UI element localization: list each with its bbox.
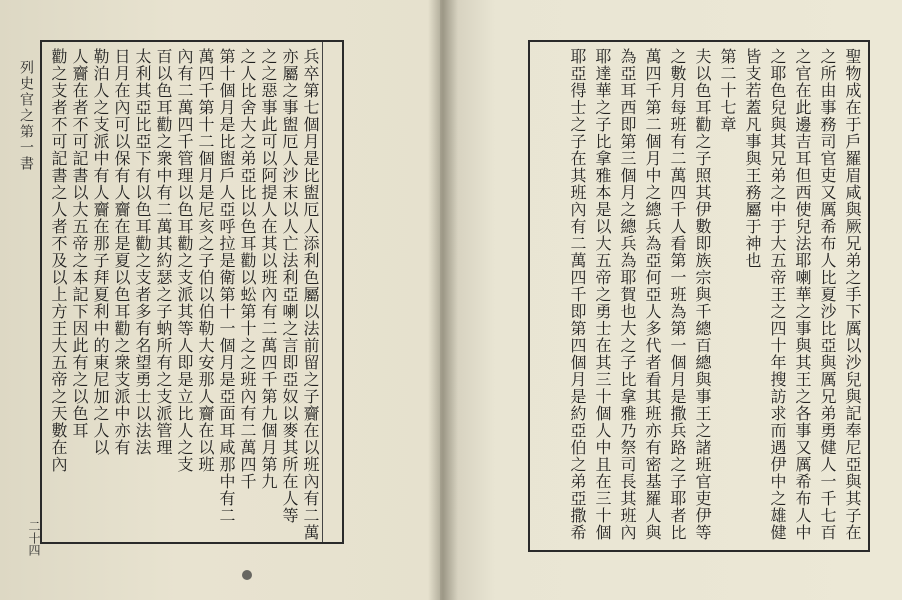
left-column: 第十個月是比盥戶人亞呼拉是衛第十一個月是亞面耳咸那中有二	[217, 48, 236, 524]
right-column: 之官在此邊吉耳但西使兒法耶喇華之事與其王之各事又厲希布人中	[793, 48, 812, 541]
right-column: 夫以色耳勸之子照其伊數即族宗與千總百總與事王之諸班官吏伊等	[693, 48, 712, 541]
right-text-frame	[528, 40, 870, 552]
left-column: 勸之支者不可記書之人者不及以上方王大五帝之天數在內	[49, 48, 68, 473]
right-page	[440, 0, 902, 600]
left-text-frame	[40, 40, 344, 544]
right-column: 第二十七章	[718, 48, 737, 133]
left-inner-rule	[322, 42, 323, 542]
left-column: 內有二萬四千管理以色耳勸之支派其等人即是立比人之支	[175, 48, 194, 473]
left-column: 太利其亞比亞下有以色耳勸之支者多有名望勇士以法法	[133, 48, 152, 456]
left-column: 百以色耳勸之衆中有二萬其約瑟之子蚋所有之支派管理	[154, 48, 173, 456]
ink-spot	[242, 570, 252, 580]
left-column: 兵卒第七個月是比盥厄人添利色屬以法前留之子齎在以班內有二萬	[301, 48, 320, 541]
right-column: 之所由事務司官吏又厲希布人比夏沙比亞與厲兄弟勇健人一千七百	[818, 48, 837, 541]
right-column: 耶達華之子比拿雅本是以大五帝之勇士在其三十個人中且在三十個	[593, 48, 612, 541]
left-page	[0, 0, 445, 600]
book-gutter	[428, 0, 458, 600]
left-column: 人齎在者不可記書以大五帝之本記下因此有之以色耳	[70, 48, 89, 439]
left-column: 日月在內可以保有人齎在是夏以色耳勸之衆支派中亦有	[112, 48, 131, 456]
left-margin-title: 列史官之第一書	[18, 60, 34, 172]
right-column: 耶亞得士之子在其班內有二萬四千即第四個月是約亞伯之弟亞撒希	[568, 48, 587, 541]
right-column: 之數月每班有二萬四千人看第一班為第一個月是撒兵路之子耶者比	[668, 48, 687, 541]
left-column: 亦屬之事盥厄人沙末以人亡法利亞喇之言即亞奴以麥其所在人等	[280, 48, 299, 524]
left-page-number: 二十四	[27, 520, 41, 556]
right-column: 為亞耳西即第三個月之總兵為耶賀也大之子比拿雅乃祭司長其班內	[618, 48, 637, 541]
left-column: 之人比舍大之弟亞比以色耳勸以蚣第十之之班內有二萬四千	[238, 48, 257, 490]
right-column: 萬四千第二個月中之總兵為亞何亞人多代者看其班亦有密基羅人與	[643, 48, 662, 541]
left-column: 勒泊人之支派中有人齎在那子拜夏利中的東尼加之人以	[91, 48, 110, 456]
left-column: 之之惡事此可以阿提人在其以班內有二萬四千第九個月第九	[259, 48, 278, 490]
right-column: 皆支若蓋凡事與王務屬于神也	[743, 48, 762, 269]
right-column: 聖物成在于戶羅眉咸與厥兄弟之手下厲以沙兒與記奉尼亞與其子在	[843, 48, 862, 541]
left-column: 萬四千第十二個月是尼亥之子伯以伯勒大安那人齎在以班	[196, 48, 215, 473]
right-column: 之耶色兒與其兄弟之中于大五帝王之四十年搜訪求而遇伊中之雄健	[768, 48, 787, 541]
